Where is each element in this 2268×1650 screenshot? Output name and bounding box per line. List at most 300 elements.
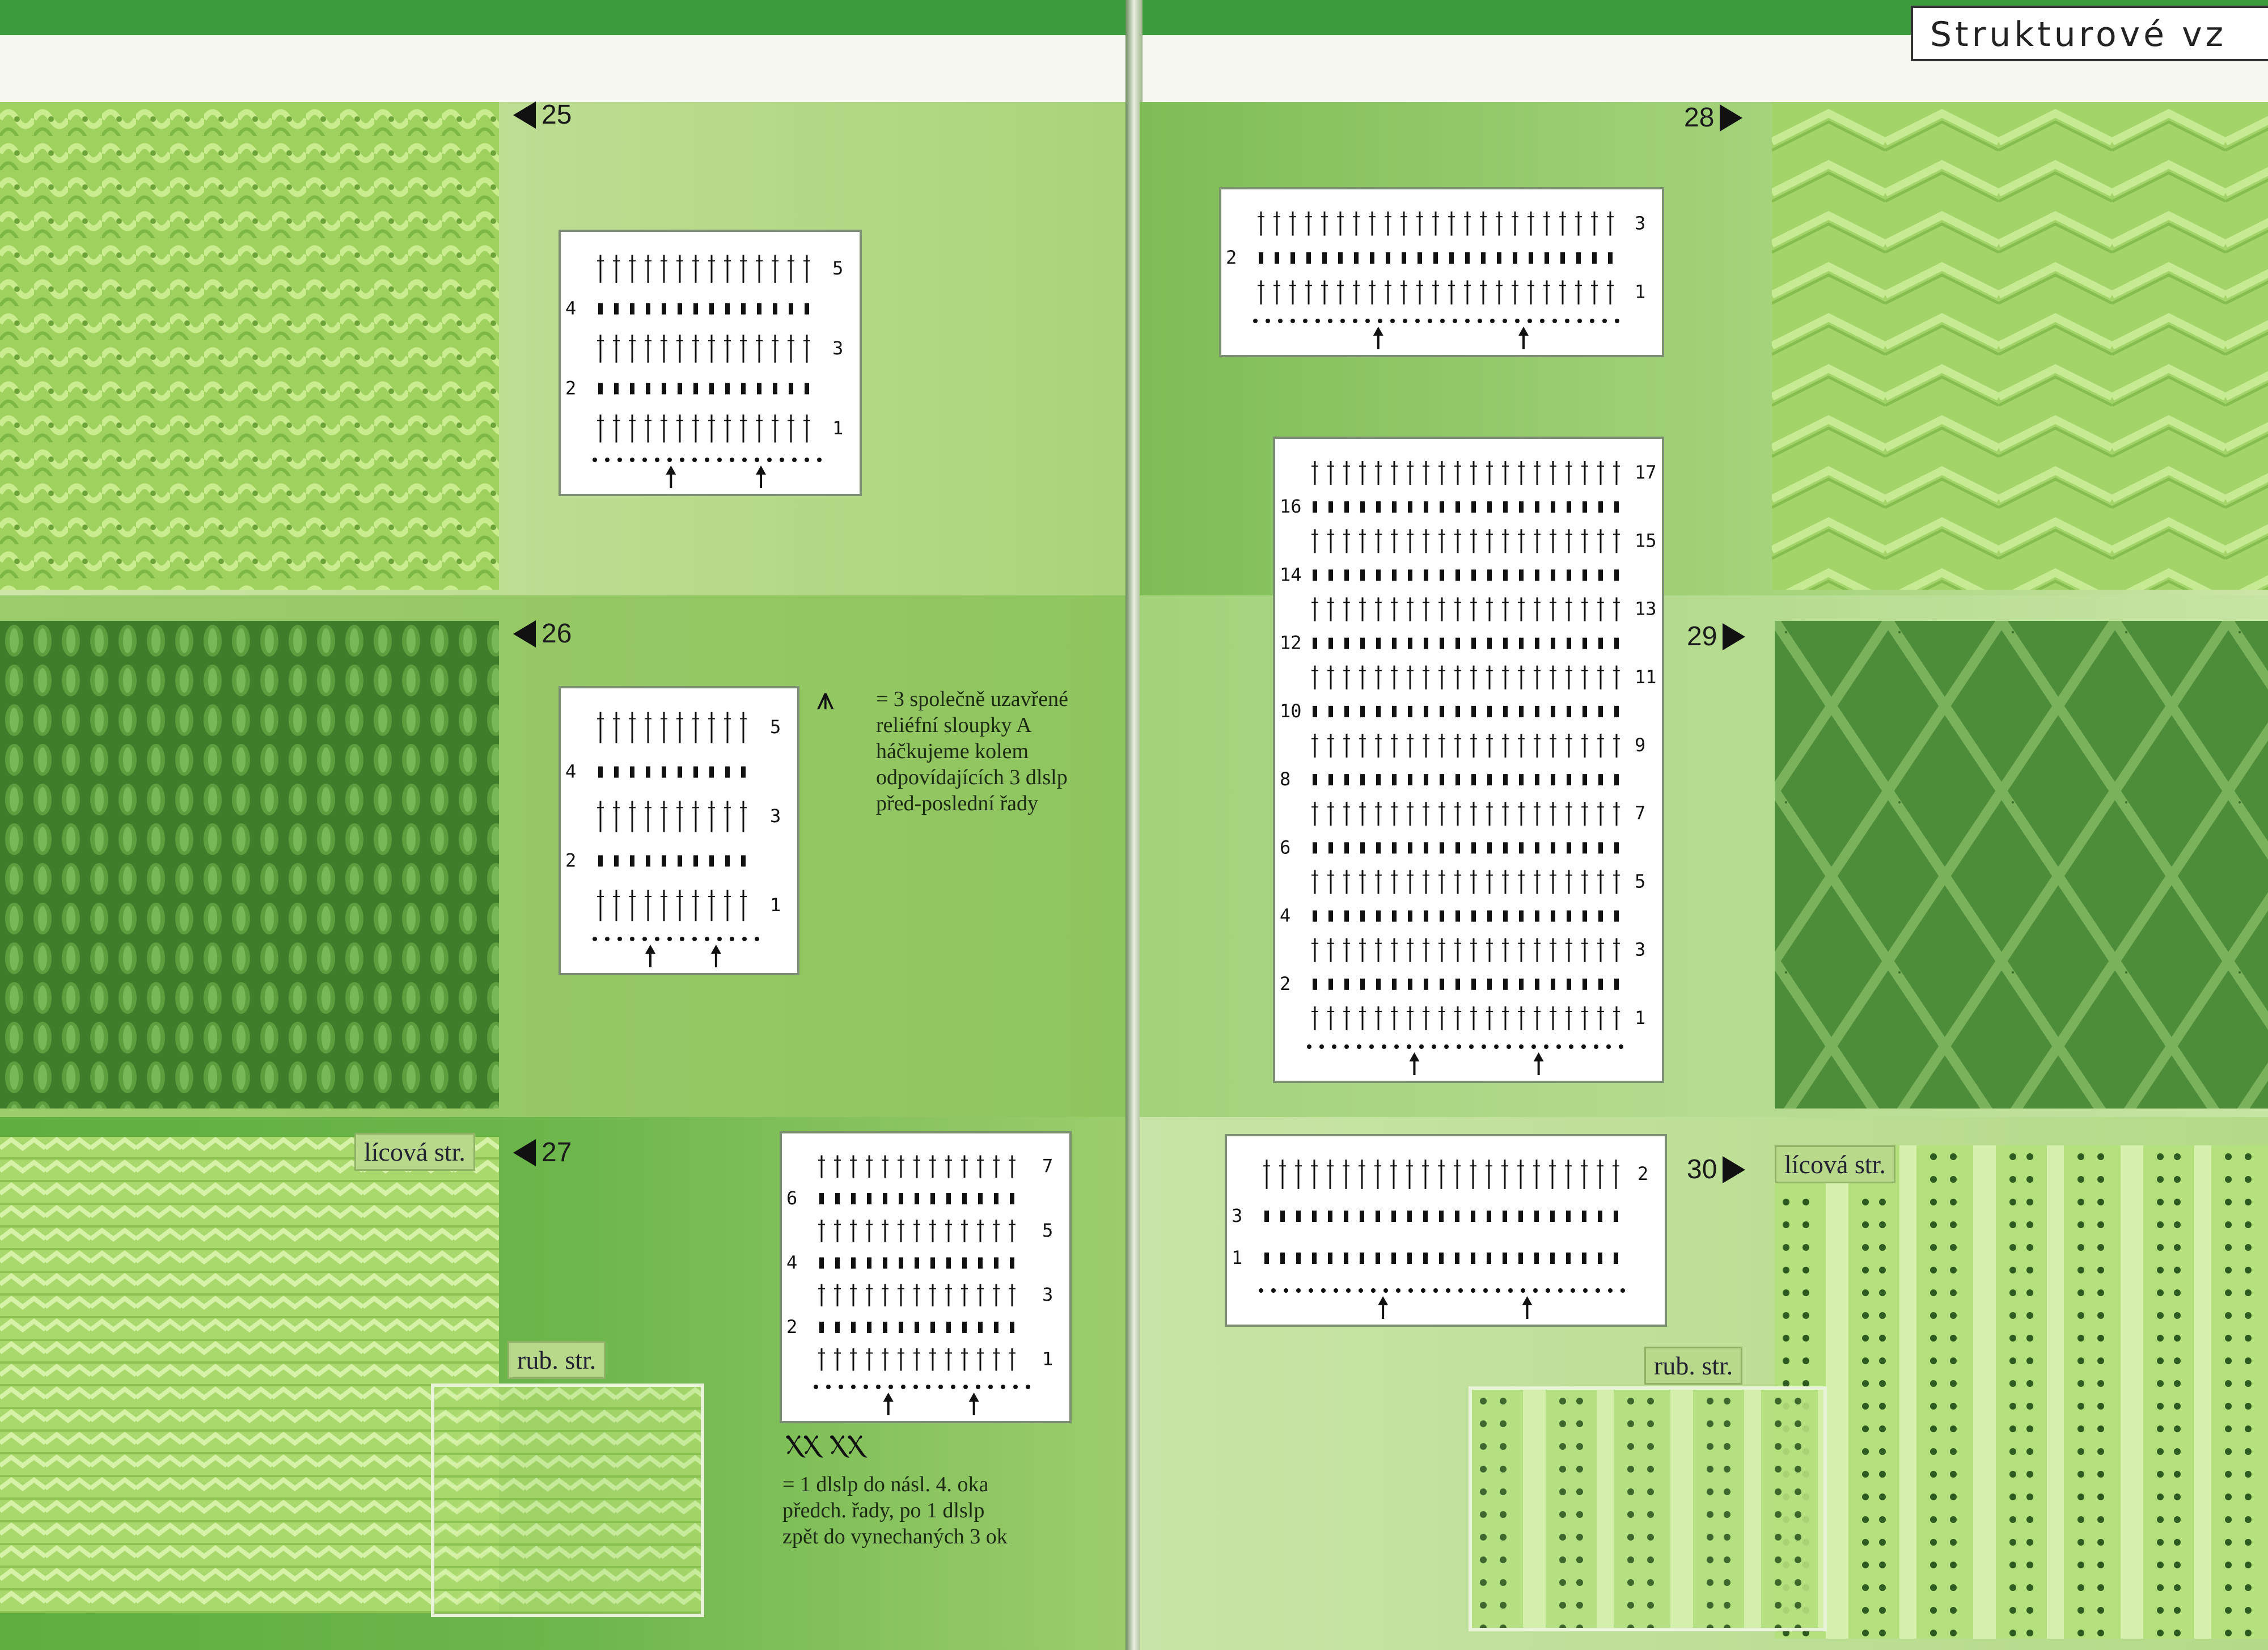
stitch-mark <box>1440 569 1444 581</box>
stitch-mark <box>1392 979 1397 990</box>
swatch-30-front-photo <box>1775 1145 2268 1639</box>
stitch-mark <box>646 767 650 778</box>
stitch-mark <box>1354 252 1359 264</box>
stitch-mark <box>835 1258 840 1269</box>
repeat-arrow-head-icon <box>1534 1052 1544 1061</box>
chain-dot <box>1478 319 1482 323</box>
row-number: 2 <box>786 1315 798 1338</box>
stitch-mark <box>1328 1211 1332 1222</box>
chain-dot <box>1290 319 1295 323</box>
chain-dot <box>1565 319 1569 323</box>
chain-dot <box>1546 1288 1550 1293</box>
stitch-mark <box>946 1193 951 1204</box>
row-number: 17 <box>1635 462 1657 484</box>
stitch-mark <box>1376 501 1381 513</box>
stitch-mark <box>1408 569 1412 581</box>
chain-dot <box>1319 1044 1324 1049</box>
chain-dot <box>630 458 634 462</box>
page-title: Strukturové vz <box>1911 6 2268 61</box>
stitch-mark <box>1313 842 1317 853</box>
stitch-mark <box>1487 501 1492 513</box>
stitch-mark <box>646 383 650 394</box>
chart-row <box>597 335 810 362</box>
stitch-mark <box>709 855 714 866</box>
chart-row <box>598 767 746 778</box>
stitch-mark <box>1449 252 1454 264</box>
chart-row <box>597 712 747 743</box>
row-number: 9 <box>1635 734 1646 756</box>
chain-dot <box>1465 319 1470 323</box>
chain-dot <box>1332 1044 1336 1049</box>
stitch-mark <box>1551 569 1555 581</box>
chain-dot <box>1390 319 1395 323</box>
stitch-mark <box>1566 1211 1571 1222</box>
stitch-mark <box>1424 911 1428 922</box>
stitch-mark <box>946 1322 951 1333</box>
chain-dot <box>864 1385 868 1389</box>
stitch-mark <box>1344 501 1349 513</box>
stitch-mark <box>1582 569 1587 581</box>
stitch-mark <box>709 383 714 394</box>
stitch-mark <box>598 767 603 778</box>
stitch-mark <box>1440 842 1444 853</box>
stitch-mark <box>1376 1253 1380 1264</box>
stitch-mark <box>646 855 650 866</box>
stitch-mark <box>709 303 714 315</box>
stitch-mark <box>1518 1211 1523 1222</box>
stitch-mark <box>1471 842 1476 853</box>
stitch-mark <box>1487 1253 1491 1264</box>
chain-dot <box>1001 1385 1005 1389</box>
chain-dot <box>1581 1044 1586 1049</box>
stitch-mark <box>1534 1253 1539 1264</box>
stitch-mark <box>741 303 746 315</box>
chain-dot <box>1444 1044 1449 1049</box>
repeat-arrow-head-icon <box>1378 1296 1388 1305</box>
row-number: 2 <box>565 849 577 871</box>
stitch-mark <box>1503 501 1508 513</box>
chain-dot <box>1309 1288 1313 1293</box>
stitch-mark <box>1535 706 1539 717</box>
stitch-mark <box>819 1258 824 1269</box>
stitch-mark <box>1264 1211 1269 1222</box>
stitch-mark <box>1313 979 1317 990</box>
row-number: 6 <box>1280 836 1291 858</box>
stitch-mark <box>1487 979 1492 990</box>
chart-row <box>1258 280 1614 304</box>
chain-dot <box>605 937 610 941</box>
stitch-mark <box>946 1258 951 1269</box>
stitch-mark <box>1344 979 1349 990</box>
chain-dot <box>705 458 709 462</box>
back-side-label-27: rub. str. <box>507 1341 606 1379</box>
chain-dot <box>605 458 610 462</box>
stitch-mark <box>1424 569 1428 581</box>
stitch-mark <box>851 1322 856 1333</box>
chart-row <box>1313 911 1619 922</box>
stitch-mark <box>1582 774 1587 785</box>
chain-dot <box>926 1385 930 1389</box>
repeat-arrow-head-icon <box>1518 327 1529 336</box>
stitch-mark <box>883 1193 887 1204</box>
chart-row <box>819 1258 1014 1269</box>
row-number: 15 <box>1635 530 1657 552</box>
stitch-mark <box>805 303 809 315</box>
stitch-mark <box>1598 1211 1602 1222</box>
chart-row <box>597 414 810 442</box>
top-bar-left <box>0 0 1128 35</box>
stitch-mark <box>1497 252 1501 264</box>
chain-dot <box>617 458 622 462</box>
stitch-mark <box>1402 252 1406 264</box>
chain-dot <box>1321 1288 1326 1293</box>
repeat-arrow-head-icon <box>756 466 766 475</box>
stitch-mark <box>1614 979 1619 990</box>
stitch-mark <box>1328 501 1333 513</box>
chain-dot <box>1521 1288 1525 1293</box>
stitch-mark <box>1407 1253 1412 1264</box>
stitch-mark <box>789 383 793 394</box>
stitch-mark <box>978 1193 983 1204</box>
chain-dot <box>817 458 822 462</box>
row-number: 16 <box>1280 496 1302 518</box>
stitch-mark <box>1338 252 1343 264</box>
chain-dot <box>826 1385 831 1389</box>
chain-dot <box>630 937 634 941</box>
swatch-28-photo <box>1772 102 2268 590</box>
chart-row <box>1313 774 1619 785</box>
chain-dot <box>1577 319 1582 323</box>
chain-dot <box>1606 1044 1611 1049</box>
chain-dot <box>730 937 734 941</box>
stitch-mark <box>962 1322 967 1333</box>
stitch-mark <box>1487 706 1492 717</box>
stitch-mark <box>1376 842 1381 853</box>
stitch-mark <box>741 383 746 394</box>
chain-dot <box>1365 319 1370 323</box>
back-side-label-30: rub. str. <box>1644 1347 1742 1385</box>
chain-dot <box>1346 1288 1351 1293</box>
repeat-arrow-head-icon <box>1409 1052 1419 1061</box>
stitch-mark <box>630 303 634 315</box>
stitch-mark <box>1518 1253 1523 1264</box>
pattern-number-27: 27 <box>513 1137 572 1168</box>
chain-dot <box>767 458 772 462</box>
stitch-mark <box>1535 911 1539 922</box>
stitch-mark <box>1614 842 1619 853</box>
stitch-mark <box>1519 569 1524 581</box>
chain-dot <box>1419 1044 1424 1049</box>
chain-dot <box>876 1385 881 1389</box>
row-number: 11 <box>1635 666 1657 688</box>
row-number: 1 <box>1635 1006 1646 1029</box>
stitch-mark <box>1440 979 1444 990</box>
front-side-label-30: lícová str. <box>1775 1145 1895 1183</box>
legend-text-27: = 1 dlslp do násl. 4. oka předch. řady, po 1 dlslp zpět do vynechaných 3 ok <box>782 1473 1008 1549</box>
chain-dot <box>1556 1044 1561 1049</box>
stitch-mark <box>1423 1211 1428 1222</box>
stitch-mark <box>1503 638 1508 649</box>
chain-dot <box>1307 1044 1311 1049</box>
row-number: 2 <box>1637 1163 1649 1184</box>
stitch-mark <box>662 855 666 866</box>
stitch-mark <box>1551 638 1555 649</box>
chain-dot <box>913 1385 918 1389</box>
chart-row <box>819 1193 1014 1204</box>
stitch-mark <box>773 383 777 394</box>
stitch-mark <box>1455 501 1460 513</box>
row-number: 3 <box>770 805 781 827</box>
stitch-mark <box>1598 842 1603 853</box>
stitch-mark <box>1503 842 1508 853</box>
chain-dot <box>1527 319 1532 323</box>
chart-row <box>1313 638 1619 649</box>
stitch-mark <box>867 1258 871 1269</box>
stitch-mark <box>630 855 634 866</box>
stitch-mark <box>1376 1211 1380 1222</box>
stitch-mark <box>1551 774 1555 785</box>
row-number: 10 <box>1280 700 1302 722</box>
stitch-mark <box>1344 706 1349 717</box>
chain-dot <box>1421 1288 1425 1293</box>
chain-dot <box>988 1385 993 1389</box>
stitch-mark <box>1519 911 1524 922</box>
chain-dot <box>742 937 747 941</box>
stitch-mark <box>1481 252 1486 264</box>
stitch-mark <box>1582 911 1587 922</box>
stitch-mark <box>1440 706 1444 717</box>
chart-row <box>1311 870 1620 894</box>
stitch-mark <box>1455 706 1460 717</box>
arrow-right-icon <box>1723 623 1745 650</box>
chain-dot <box>755 937 759 941</box>
stitch-mark <box>1376 638 1381 649</box>
legend-symbol-26: ⩚ <box>816 680 835 717</box>
stitch-mark <box>867 1322 871 1333</box>
chain-dot <box>1490 319 1495 323</box>
chain-dot <box>1620 1288 1625 1293</box>
stitch-mark <box>1598 911 1603 922</box>
chain-dot <box>1615 319 1619 323</box>
stitch-mark <box>1290 252 1295 264</box>
stitch-mark <box>1408 638 1412 649</box>
repeat-arrow-head-icon <box>883 1393 894 1402</box>
chain-dot <box>742 458 747 462</box>
chain-dot <box>1457 1044 1461 1049</box>
chart-row <box>1311 666 1620 689</box>
stitch-mark <box>1360 569 1365 581</box>
stitch-mark <box>1567 979 1571 990</box>
chain-dot <box>780 458 784 462</box>
row-number: 13 <box>1635 598 1657 620</box>
stitch-mark <box>1360 706 1365 717</box>
pattern-number-30: 30 <box>1687 1154 1745 1185</box>
swatch-27-front-photo <box>0 1137 499 1613</box>
stitch-mark <box>1535 638 1539 649</box>
stitch-mark <box>1471 706 1476 717</box>
chart-row <box>1313 706 1619 717</box>
stitch-mark <box>1545 252 1549 264</box>
pattern-number-28: 28 <box>1684 102 1742 133</box>
chain-dot <box>717 937 722 941</box>
stitch-mark <box>1312 1253 1317 1264</box>
chain-dot <box>1446 1288 1450 1293</box>
stitch-mark <box>1344 569 1349 581</box>
stitch-mark <box>1487 569 1492 581</box>
stitch-mark <box>662 303 666 315</box>
chain-dot <box>730 458 734 462</box>
stitch-mark <box>1567 842 1571 853</box>
stitch-mark <box>1455 774 1460 785</box>
stitch-mark <box>1567 501 1571 513</box>
chart-row <box>818 1284 1015 1306</box>
chain-dot <box>1602 319 1607 323</box>
stitch-mark <box>1519 842 1524 853</box>
chain-dot <box>1253 319 1258 323</box>
chain-dot <box>1357 1044 1361 1049</box>
chain-dot <box>888 1385 893 1389</box>
stitch-mark <box>630 383 634 394</box>
stitch-mark <box>1313 569 1317 581</box>
stitch-mark <box>1392 706 1397 717</box>
stitch-mark <box>1519 706 1524 717</box>
chain-dot <box>593 458 597 462</box>
stitch-mark <box>994 1258 998 1269</box>
stitch-mark <box>1423 1253 1428 1264</box>
chart-row <box>1311 597 1620 621</box>
stitch-mark <box>725 855 730 866</box>
stitch-mark <box>614 383 619 394</box>
row-number: 4 <box>1280 904 1291 926</box>
stitch-mark <box>1503 1211 1507 1222</box>
stitch-mark <box>1535 774 1539 785</box>
chain-dot <box>1284 1288 1288 1293</box>
chain-dot <box>1394 1044 1399 1049</box>
stitch-mark <box>1487 911 1492 922</box>
stitch-mark <box>1471 774 1476 785</box>
stitch-mark <box>1567 638 1571 649</box>
stitch-mark <box>773 303 777 315</box>
stitch-mark <box>1360 501 1365 513</box>
stitch-mark <box>1392 569 1397 581</box>
row-number: 5 <box>1635 870 1646 892</box>
stitch-mark <box>1360 911 1365 922</box>
stitch-mark <box>1391 1211 1396 1222</box>
stitch-mark <box>899 1193 903 1204</box>
stitch-mark <box>1296 1211 1301 1222</box>
stitch-mark <box>1529 252 1533 264</box>
stitch-mark <box>1344 774 1349 785</box>
stitch-mark <box>1614 569 1619 581</box>
stitch-mark <box>1392 501 1397 513</box>
stitch-mark <box>1408 842 1412 853</box>
chain-dot <box>1315 319 1320 323</box>
stitch-mark <box>1280 1253 1285 1264</box>
stitch-mark <box>1424 842 1428 853</box>
chain-dot <box>1433 1288 1438 1293</box>
stitch-mark <box>1391 1253 1396 1264</box>
stitch-mark <box>1407 1211 1412 1222</box>
stitch-mark <box>1312 1211 1317 1222</box>
chain-dot <box>951 1385 955 1389</box>
row-number: 2 <box>1226 247 1237 268</box>
chain-dot <box>901 1385 905 1389</box>
stitch-mark <box>1440 774 1444 785</box>
chain-dot <box>851 1385 856 1389</box>
chain-dot <box>1303 319 1308 323</box>
stitch-mark <box>994 1193 998 1204</box>
stitch-mark <box>1328 569 1333 581</box>
chain-dot <box>792 458 797 462</box>
chart-row <box>1313 569 1619 581</box>
stitch-mark <box>1503 774 1508 785</box>
stitch-mark <box>1487 1211 1491 1222</box>
row-number: 4 <box>786 1251 798 1274</box>
chain-dot <box>705 937 709 941</box>
stitch-mark <box>930 1193 935 1204</box>
chain-dot <box>1378 319 1382 323</box>
chart-row <box>819 1322 1014 1333</box>
chain-dot <box>1259 1288 1263 1293</box>
stitch-mark <box>1408 501 1412 513</box>
stitch-mark <box>835 1322 840 1333</box>
stitch-mark <box>1566 1253 1571 1264</box>
chart-row <box>598 855 746 866</box>
chain-dot <box>1508 1288 1513 1293</box>
chain-dot <box>1440 319 1445 323</box>
stitch-mark <box>1376 706 1381 717</box>
chain-dot <box>1428 319 1432 323</box>
stitch-mark <box>1567 911 1571 922</box>
stitch-mark <box>725 383 730 394</box>
stitch-mark <box>1535 569 1539 581</box>
stitch-mark <box>693 855 698 866</box>
stitch-mark <box>1408 911 1412 922</box>
stitch-mark <box>1614 911 1619 922</box>
chain-dot <box>655 937 659 941</box>
stitch-mark <box>614 767 619 778</box>
chart-27 <box>780 1131 1072 1423</box>
swatch-27-back-photo <box>431 1384 704 1617</box>
stitch-mark <box>1471 569 1476 581</box>
stitch-mark <box>1328 911 1333 922</box>
chain-dot <box>1396 1288 1400 1293</box>
chain-dot <box>1596 1288 1600 1293</box>
stitch-mark <box>1614 1253 1618 1264</box>
stitch-mark <box>1392 911 1397 922</box>
stitch-mark <box>1576 252 1581 264</box>
stitch-mark <box>1487 842 1492 853</box>
stitch-mark <box>867 1193 871 1204</box>
stitch-mark <box>1598 979 1603 990</box>
chain-dot <box>1519 1044 1524 1049</box>
chart-row <box>598 383 809 394</box>
arrow-left-icon <box>513 1139 536 1166</box>
stitch-mark <box>819 1193 824 1204</box>
chain-dot <box>1483 1288 1488 1293</box>
stitch-mark <box>1328 706 1333 717</box>
stitch-mark <box>1264 1253 1269 1264</box>
chart-row <box>597 801 747 832</box>
chain-dot <box>1469 1044 1474 1049</box>
stitch-mark <box>1344 842 1349 853</box>
stitch-mark <box>1598 638 1603 649</box>
row-number: 6 <box>786 1187 798 1209</box>
stitch-mark <box>1567 706 1571 717</box>
stitch-mark <box>978 1322 983 1333</box>
stitch-mark <box>1376 911 1381 922</box>
repeat-arrow-head-icon <box>1522 1296 1532 1305</box>
